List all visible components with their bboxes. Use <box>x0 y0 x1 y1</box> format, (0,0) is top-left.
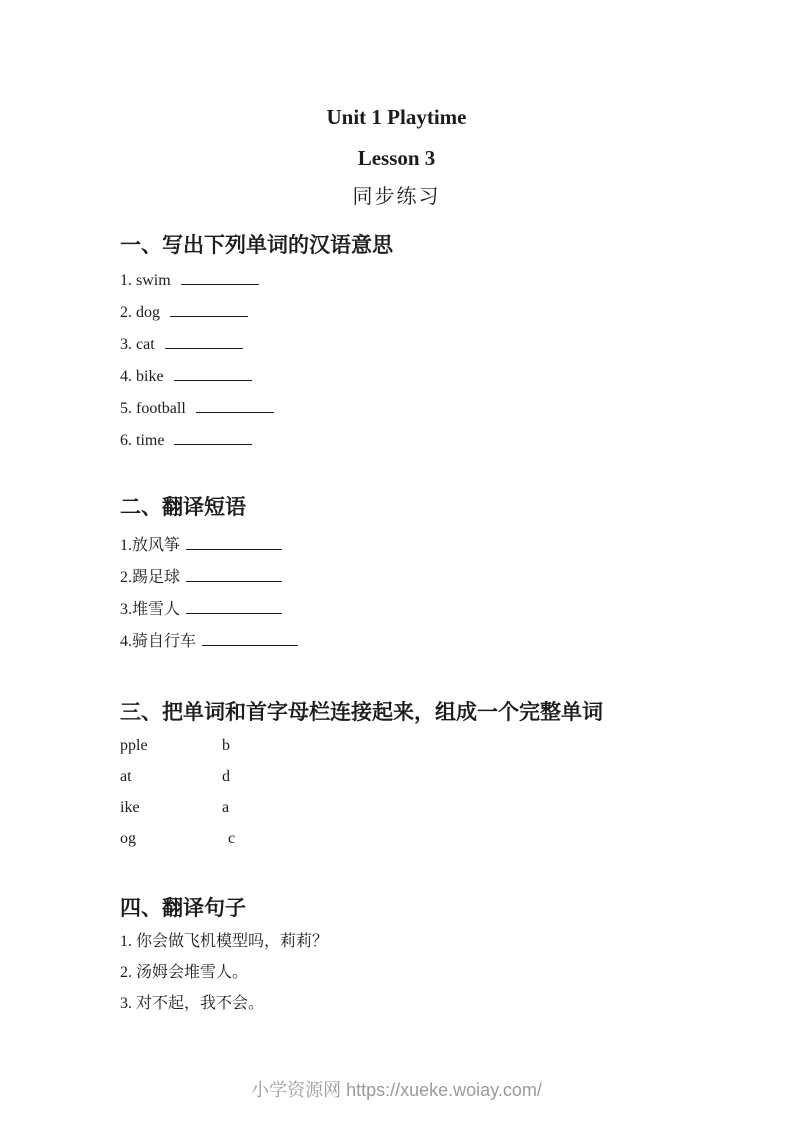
match-row-2 <box>120 769 793 785</box>
match-letter: d <box>222 768 230 785</box>
answer-blank <box>181 272 259 285</box>
match-word-fragment: og <box>120 830 136 847</box>
vocab-word-label: 3. cat <box>120 336 155 353</box>
section4-heading: 四、翻译句子 <box>120 896 246 920</box>
doc-title-subtitle: 同步练习 <box>352 186 441 208</box>
match-word-fragment: pple <box>120 737 148 754</box>
sentence-label: 2. 汤姆会堆雪人。 <box>120 964 249 981</box>
answer-blank <box>165 336 243 349</box>
section1-heading: 一、写出下列单词的汉语意思 <box>120 233 393 257</box>
vocab-item-2 <box>120 304 793 321</box>
vocab-item-6 <box>120 432 793 449</box>
sentence-item-2 <box>120 965 793 981</box>
phrase-label: 3.堆雪人 <box>120 601 181 618</box>
doc-title-lesson: Lesson 3 <box>357 146 436 170</box>
answer-blank <box>186 569 282 582</box>
match-letter: b <box>222 737 230 754</box>
match-word-fragment: at <box>120 768 132 785</box>
vocab-item-3 <box>120 336 793 353</box>
match-row-4 <box>120 831 793 847</box>
vocab-word-label: 5. football <box>120 400 186 417</box>
match-word-fragment: ike <box>120 799 140 816</box>
answer-blank <box>174 368 252 381</box>
section2-heading: 二、翻译短语 <box>120 495 246 519</box>
vocab-word-label: 6. time <box>120 432 165 449</box>
vocab-word-label: 2. dog <box>120 304 160 321</box>
doc-title-unit: Unit 1 Playtime <box>326 105 467 129</box>
phrase-item-2 <box>120 569 793 586</box>
phrase-item-1 <box>120 537 793 554</box>
sentence-label: 1. 你会做飞机模型吗，莉莉？ <box>120 933 329 950</box>
sentence-label: 3. 对不起，我不会。 <box>120 995 265 1012</box>
answer-blank <box>202 633 298 646</box>
match-letter: a <box>222 799 230 816</box>
match-letter: c <box>228 830 236 847</box>
answer-blank <box>186 537 282 550</box>
vocab-item-5 <box>120 400 793 417</box>
match-row-1 <box>120 738 793 754</box>
answer-blank <box>186 601 282 614</box>
phrase-label: 2.踢足球 <box>120 569 181 586</box>
phrase-item-4 <box>120 633 793 650</box>
answer-blank <box>174 432 252 445</box>
vocab-word-label: 1. swim <box>120 272 171 289</box>
vocab-item-1 <box>120 272 793 289</box>
vocab-item-4 <box>120 368 793 385</box>
site-watermark-text: 小学资源网 https://xueke.woiay.com/ <box>251 1080 542 1100</box>
answer-blank <box>196 400 274 413</box>
phrase-label: 4.骑自行车 <box>120 633 197 650</box>
sentence-item-3 <box>120 996 793 1012</box>
answer-blank <box>170 304 248 317</box>
site-watermark <box>0 1080 793 1100</box>
vocab-word-label: 4. bike <box>120 368 164 385</box>
phrase-label: 1.放风筝 <box>120 537 181 554</box>
sentence-item-1 <box>120 934 793 950</box>
match-row-3 <box>120 800 793 816</box>
phrase-item-3 <box>120 601 793 618</box>
section3-heading: 三、把单词和首字母栏连接起来，组成一个完整单词 <box>120 700 603 724</box>
